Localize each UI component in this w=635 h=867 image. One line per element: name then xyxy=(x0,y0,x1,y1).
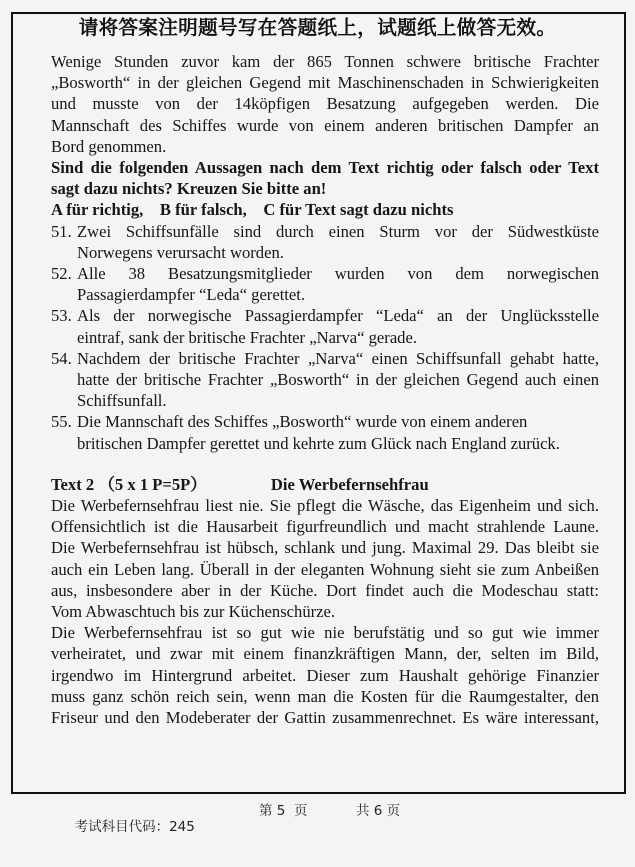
text-line: auch ein Leben lang. Überall in der eleganten Wohnung sieht sie zum Anbeißen xyxy=(51,559,599,579)
question-item xyxy=(51,305,599,347)
spacer xyxy=(51,454,599,474)
text-line: verheiratet, und zwar mit einem finanzkräftigen Mann, der, selten im Bild, xyxy=(51,644,599,664)
question-text: Alle 38 Besatzungsmitglieder wurden von dem norwegischen xyxy=(77,264,599,284)
question-text: Nachdem der britische Frachter „Narva“ einen Schiffsunfall gehabt hatte, xyxy=(77,348,599,368)
instruction-line: sagt dazu nichts? Kreuzen Sie bitte an! xyxy=(51,179,327,199)
text-line: Mannschaft des Schiffes wurde von einem anderen britischen Dampfer an xyxy=(51,115,599,135)
text-line: Wenige Stunden zuvor kam der 865 Tonnen schwere britische Frachter xyxy=(51,52,599,71)
text-line: Die Werbefernsehfrau liest nie. Sie pflegt die Wäsche, das Eigenheim und sich. xyxy=(51,496,599,516)
total-pages: 共 6 页 xyxy=(356,803,401,819)
exam-notice: 请将答案注明题号写在答题纸上，试题纸上做答无效。 xyxy=(78,16,557,39)
question-item xyxy=(51,411,599,453)
question-number: 52. xyxy=(51,264,72,284)
text2-title: Die Werbefernsehfrau xyxy=(270,474,429,494)
text2-points: （5 x 1 P=5P） xyxy=(98,474,207,494)
text-line: Friseur und den Modeberater der Gattin zusammenrechnet. Es wäre interessant, xyxy=(51,708,599,728)
text2-section xyxy=(51,474,599,728)
answer-options: A für richtig, B für falsch, C für Text sagt dazu nichts xyxy=(51,200,454,220)
text2-paragraph-1 xyxy=(51,495,599,622)
question-text: Passagierdampfer “Leda“ gerettet. xyxy=(77,285,306,305)
question-text: Als der norwegische Passagierdampfer “Leda“ an der Unglücksstelle xyxy=(77,306,599,326)
question-item xyxy=(51,348,599,412)
instructions xyxy=(51,157,599,221)
subject-code: 考试科目代码：245 xyxy=(74,819,195,835)
question-text: Norwegens verursacht worden. xyxy=(77,242,284,262)
text-line: und musste von der 14köpfigen Besatzung aufgegeben werden. Die xyxy=(51,94,599,114)
text-line: „Bosworth“ in der gleichen Gegend mit Maschinenschaden in Schwierigkeiten xyxy=(51,73,599,93)
text-line: Offensichtlich ist die Hausarbeit figurfreundlich und macht strahlende Laune. xyxy=(51,517,599,537)
text2-label: Text 2 xyxy=(51,474,95,494)
instruction-line: Sind die folgenden Aussagen nach dem Text richtig oder falsch oder Text xyxy=(51,158,599,178)
text-line: muss ganz schön reich sein, wenn man die Kosten für die Raumgestalter, den xyxy=(51,686,599,706)
page-content xyxy=(51,51,599,728)
text2-paragraph-2 xyxy=(51,622,599,728)
question-item xyxy=(51,221,599,263)
question-item xyxy=(51,263,599,305)
text2-heading xyxy=(51,474,599,495)
page-number: 第 5 页 xyxy=(259,803,308,819)
question-list xyxy=(51,221,599,454)
question-number: 53. xyxy=(51,306,72,326)
text-line: Vom Abwaschtuch bis zur Küchenschürze. xyxy=(51,602,336,622)
text-line: irgendwo im Hintergrund arbeitet. Dieser zum Haushalt gehörige Finanzier xyxy=(51,665,599,685)
question-text: Schiffsunfall. xyxy=(77,391,167,411)
page-footer xyxy=(66,799,401,867)
text-line: Bord genommen. xyxy=(51,136,167,156)
question-number: 54. xyxy=(51,348,72,368)
text-line: Die Werbefernsehfrau ist hübsch, schlank und jung. Maximal 29. Das bleibt sie xyxy=(51,538,599,558)
question-text: hatte der britische Frachter „Bosworth“ in der gleichen Gegend auch einen xyxy=(77,370,599,390)
text1-continuation xyxy=(51,51,599,157)
text-line: Die Werbefernsehfrau ist so gut wie nie berufstätig und so gut wie immer xyxy=(51,623,599,643)
question-text: eintraf, sank der britische Frachter „Narva“ gerade. xyxy=(77,327,417,347)
question-text: Zwei Schiffsunfälle sind durch einen Sturm vor der Südwestküste xyxy=(77,221,599,241)
question-number: 51. xyxy=(51,221,72,241)
text-line: aus, insbesondere aber in der Küche. Dort findet auch die Modeschau statt: xyxy=(51,580,599,600)
question-number: 55. xyxy=(51,412,72,432)
question-text: britischen Dampfer gerettet und kehrte zum Glück nach England zurück. xyxy=(77,433,560,453)
question-text: Die Mannschaft des Schiffes „Bosworth“ wurde von einem anderen xyxy=(77,412,528,432)
